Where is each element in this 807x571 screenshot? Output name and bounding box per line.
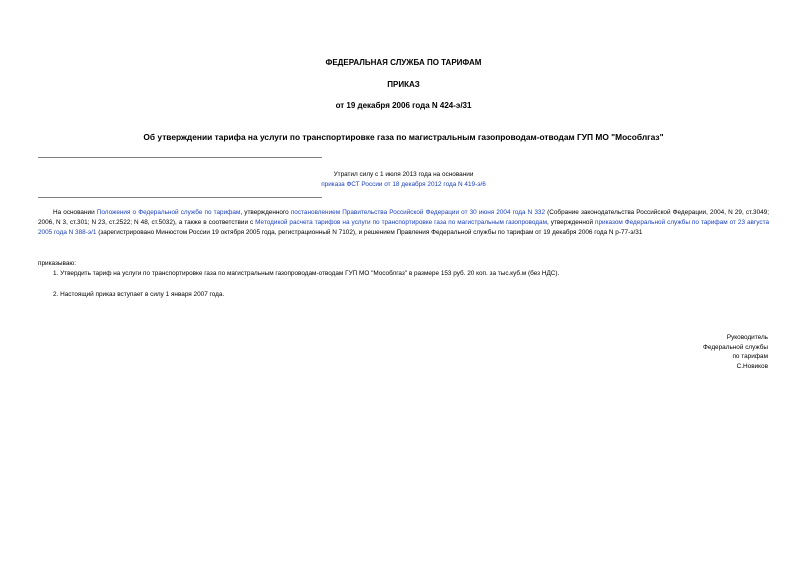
signature-name: С.Новиков [736,362,768,370]
document-title: Об утверждении тарифа на услуги по транспортировке газа по магистральным газопроводам-отводам ГУП МО "Мособлгаз" [143,132,664,142]
signature-org-1: Федеральной службы [703,343,768,351]
doc-type-heading: ПРИКАЗ [387,80,420,89]
top-divider [38,157,322,158]
signature-block [703,333,768,371]
preamble-text-3: (Собрание законодательства Российской Федерации, 2004, N 29, ст.3049; 2006, N 3, ст.301; N 23, ст.2522; N 48, ст.5032), а также в соответствии с [38,209,770,227]
bottom-divider [38,197,322,198]
link-regulation-fst[interactable]: Положения о Федеральной службе по тарифам [96,209,241,216]
status-note-text: Утратил силу с 1 июля 2013 года на основании [333,171,474,178]
order-word: приказываю: [38,260,76,267]
date-number-heading: от 19 декабря 2006 года N 424-э/31 [335,101,472,110]
preamble-text-5: (зарегистрировано Минюстом России 19 октября 2005 года, регистрационный N 7102), и решением Правления Федеральной службы по тарифам от 19 декабря 2006 года N р-77-э/31 [96,229,643,237]
preamble-text-2: , утвержденного [240,209,291,216]
status-note [0,170,807,190]
preamble-paragraph [38,208,769,239]
status-note-link[interactable]: приказа ФСТ России от 18 декабря 2012 года N 419-э/6 [321,181,486,188]
agency-heading: ФЕДЕРАЛЬНАЯ СЛУЖБА ПО ТАРИФАМ [325,58,482,67]
order-item-1: 1. Утвердить тариф на услуги по транспортировке газа по магистральным газопроводам-отводам ГУП МО "Мособлгаз" в размере 153 руб. 20 коп. за тыс.куб.м (без НДС). [53,270,560,277]
preamble-text-4: , утвержденной [546,219,595,227]
order-item-2: 2. Настоящий приказ вступает в силу 1 января 2007 года. [53,291,225,298]
link-fst-order[interactable]: приказом Федеральной службы по тарифам от 23 августа 2005 года N 388-э/1 [38,219,769,237]
link-government-decree[interactable]: постановлением Правительства Российской Федерации от 30 июня 2004 года N 332 [290,209,546,216]
preamble-text-1: На основании [53,209,97,216]
signature-position: Руководитель [726,334,768,341]
link-tariff-methodology[interactable]: Методикой расчета тарифов на услуги по транспортировке газа по магистральным газопроводам [255,219,547,227]
signature-org-2: по тарифам [732,353,768,361]
